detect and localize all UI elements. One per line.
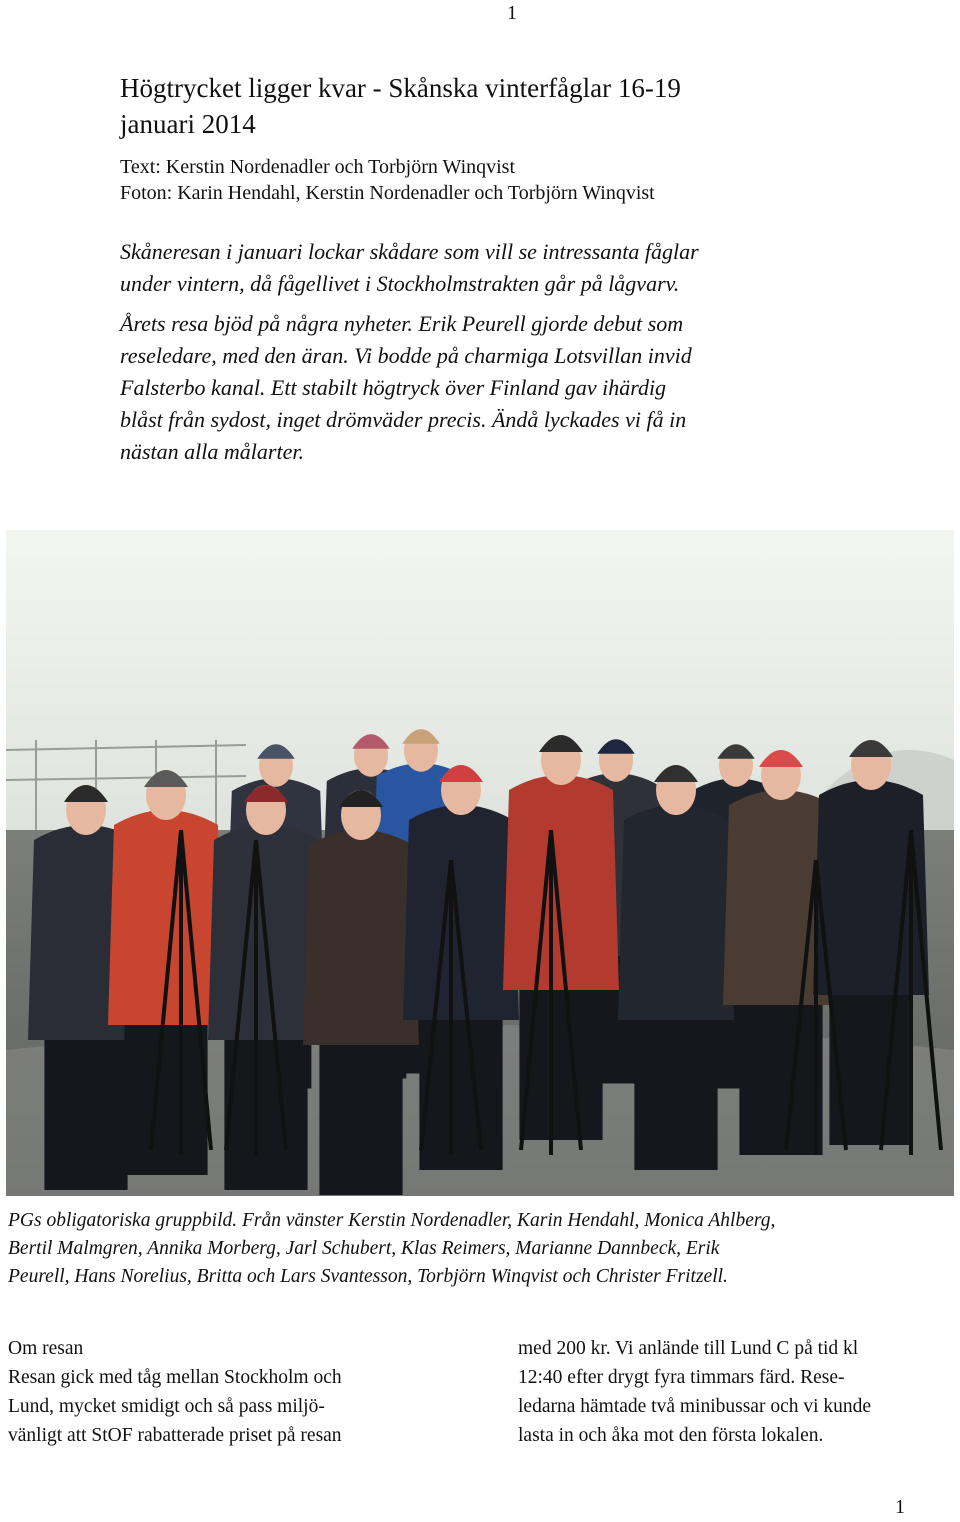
body-line: ledarna hämtade två minibussar och vi kunde <box>518 1396 872 1417</box>
credits-text-authors: Text: Kerstin Nordenadler och Torbjörn Winqvist <box>120 156 516 178</box>
group-photo <box>6 530 954 1196</box>
body-column-right <box>518 1334 958 1450</box>
page-number-bottom-text: 1 <box>895 1496 905 1518</box>
caption-line: Bertil Malmgren, Annika Morberg, Jarl Schubert, Klas Reimers, Marianne Dannbeck, Erik <box>8 1238 720 1259</box>
group-photo-illustration <box>6 530 954 1196</box>
photo-person <box>303 790 419 1195</box>
page-number-top-text: 1 <box>507 2 517 24</box>
body-line: vänligt att StOF rabatterade priset på resan <box>8 1425 342 1446</box>
body-line: Resan gick med tåg mellan Stockholm och <box>8 1367 342 1388</box>
body-line: med 200 kr. Vi anlände till Lund C på tid kl <box>518 1338 859 1359</box>
intro-p2-line: blåst från sydost, inget drömväder precis. Ändå lyckades vi få in <box>120 407 687 432</box>
credits-photographers: Foton: Karin Hendahl, Kerstin Nordenadler och Torbjörn Winqvist <box>120 182 655 204</box>
body-column-left <box>8 1334 428 1450</box>
photo-caption <box>8 1207 953 1291</box>
article-title <box>120 70 880 142</box>
page-number-bottom <box>895 1496 905 1519</box>
article-title-line-1: Högtrycket ligger kvar - Skånska vinterfåglar 16-19 <box>120 73 681 103</box>
body-line: 12:40 efter drygt fyra timmars färd. Rese- <box>518 1367 845 1388</box>
intro-p2-line: Falsterbo kanal. Ett stabilt högtryck över Finland gav ihärdig <box>120 375 667 400</box>
article-title-line-2: januari 2014 <box>120 109 256 139</box>
section-heading: Om resan <box>8 1338 84 1359</box>
intro-p2-line: reseledare, med den äran. Vi bodde på charmiga Lotsvillan invid <box>120 343 692 368</box>
body-line: Lund, mycket smidigt och så pass miljö- <box>8 1396 325 1417</box>
intro-p2-line: nästan alla målarter. <box>120 439 304 464</box>
intro-p1-line: Skåneresan i januari lockar skådare som vill se intressanta fåglar <box>120 239 699 264</box>
intro-p2-line: Årets resa bjöd på några nyheter. Erik Peurell gjorde debut som <box>120 311 684 336</box>
caption-line: PGs obligatoriska gruppbild. Från vänster Kerstin Nordenadler, Karin Hendahl, Monica Ahlberg, <box>8 1210 776 1231</box>
intro-paragraph-1 <box>120 236 880 300</box>
caption-line: Peurell, Hans Norelius, Britta och Lars Svantesson, Torbjörn Winqvist och Christer Fritzell. <box>8 1266 728 1287</box>
article-intro <box>120 236 880 476</box>
page-number-top <box>0 2 960 25</box>
body-line: lasta in och åka mot den första lokalen. <box>518 1425 824 1446</box>
intro-p1-line: under vintern, då fågellivet i Stockholmstrakten går på lågvarv. <box>120 271 680 296</box>
intro-paragraph-2 <box>120 308 880 468</box>
article-credits <box>120 154 655 206</box>
photo-person <box>618 765 734 1170</box>
